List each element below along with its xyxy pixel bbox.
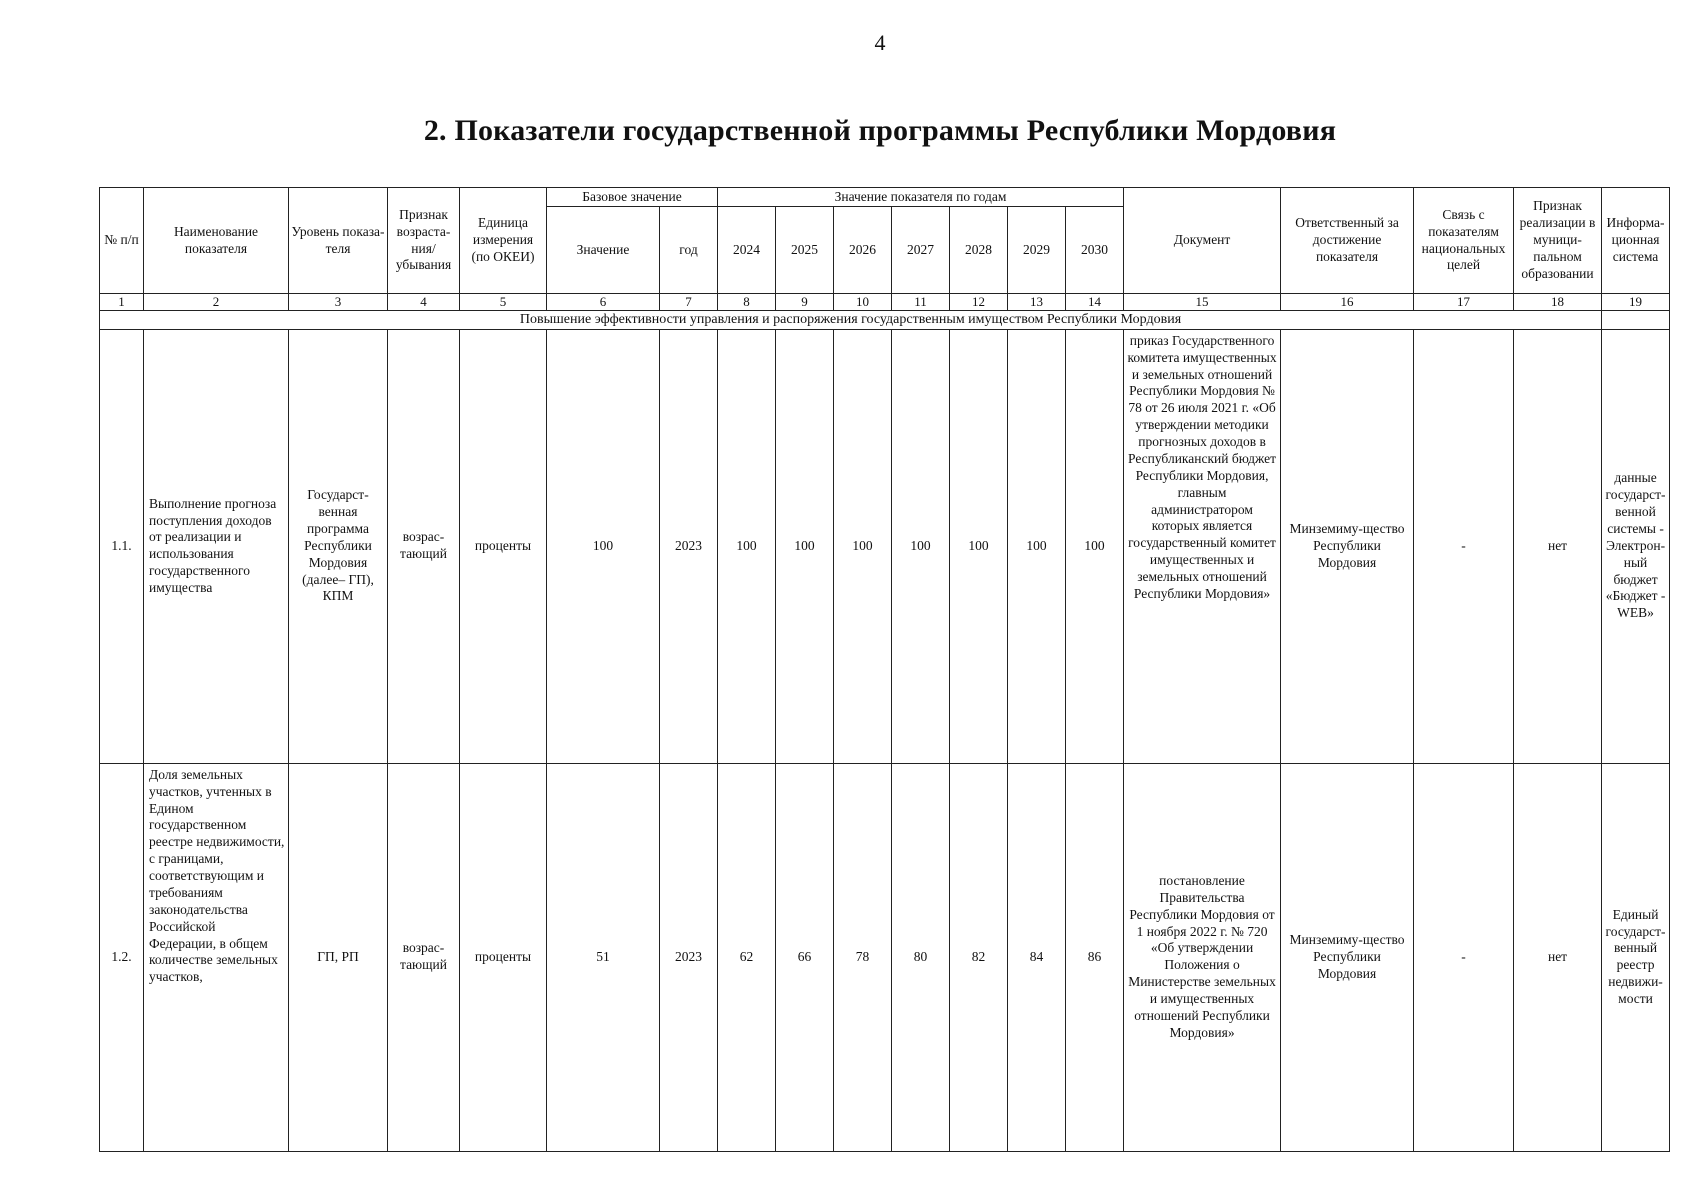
responsible-text: Минземиму-щество Республики Мордовия	[1281, 329, 1414, 763]
year-value: 78	[834, 763, 892, 1151]
national-goals-text: -	[1414, 763, 1514, 1151]
page-title: 2. Показатели государственной программы Республики Мордовия	[423, 114, 1337, 147]
column-number: 16	[1281, 294, 1414, 311]
national-goals-text: -	[1414, 329, 1514, 763]
base-year: 2023	[660, 329, 718, 763]
year-value: 100	[718, 329, 776, 763]
section-row	[100, 311, 1670, 330]
year-value: 80	[892, 763, 950, 1151]
column-number: 9	[776, 294, 834, 311]
section-empty-cell	[1602, 311, 1670, 330]
header-info-system: Информа-ционная система	[1602, 188, 1670, 294]
header-year: 2028	[950, 207, 1008, 294]
header-year: 2027	[892, 207, 950, 294]
row-number: 1.1.	[100, 329, 144, 763]
header-base-year: год	[660, 207, 718, 294]
column-number: 6	[547, 294, 660, 311]
table-row	[100, 329, 1670, 763]
indicator-unit: проценты	[460, 329, 547, 763]
indicator-unit: проценты	[460, 763, 547, 1151]
header-year: 2024	[718, 207, 776, 294]
header-municipal: Признак реализации в муници-пальном образовании	[1514, 188, 1602, 294]
indicator-level: Государст-венная программа Республики Мордовия (далее– ГП), КПМ	[289, 329, 388, 763]
year-value: 100	[950, 329, 1008, 763]
indicator-trend: возрас-тающий	[388, 329, 460, 763]
column-number: 14	[1066, 294, 1124, 311]
header-year: 2029	[1008, 207, 1066, 294]
year-value: 100	[776, 329, 834, 763]
header-year: 2026	[834, 207, 892, 294]
header-base-value: Значение	[547, 207, 660, 294]
column-number: 11	[892, 294, 950, 311]
table-row	[100, 763, 1670, 1151]
year-value: 86	[1066, 763, 1124, 1151]
column-number: 2	[144, 294, 289, 311]
header-name: Наименование показателя	[144, 188, 289, 294]
indicator-trend: возрас-тающий	[388, 763, 460, 1151]
year-value: 84	[1008, 763, 1066, 1151]
column-number-row	[100, 294, 1670, 311]
header-year: 2030	[1066, 207, 1124, 294]
responsible-text: Минземиму-щество Республики Мордовия	[1281, 763, 1414, 1151]
header-national-goals: Связь с показателям национальных целей	[1414, 188, 1514, 294]
year-value: 82	[950, 763, 1008, 1151]
year-value: 100	[1066, 329, 1124, 763]
header-level: Уровень показа-теля	[289, 188, 388, 294]
header-trend: Признак возраста-ния/ убывания	[388, 188, 460, 294]
header-unit: Единица измерения (по ОКЕИ)	[460, 188, 547, 294]
base-value: 51	[547, 763, 660, 1151]
indicator-level: ГП, РП	[289, 763, 388, 1151]
column-number: 17	[1414, 294, 1514, 311]
document-text: постановление Правительства Республики Мордовия от 1 ноября 2022 г. № 720 «Об утверждении Положения о Министерстве земельных и имущественных отношений Республики Мордовия»	[1124, 763, 1281, 1151]
municipal-text: нет	[1514, 763, 1602, 1151]
column-number: 1	[100, 294, 144, 311]
info-system-text: данные государст-венной системы - Электрон-ный бюджет «Бюджет -WEB»	[1602, 329, 1670, 763]
year-value: 66	[776, 763, 834, 1151]
header-base-group: Базовое значение	[547, 188, 718, 207]
column-number: 8	[718, 294, 776, 311]
info-system-text: Единый государст-венный реестр недвижи-мости	[1602, 763, 1670, 1151]
column-number: 5	[460, 294, 547, 311]
year-value: 100	[892, 329, 950, 763]
year-value: 100	[1008, 329, 1066, 763]
column-number: 19	[1602, 294, 1670, 311]
column-number: 18	[1514, 294, 1602, 311]
year-value: 100	[834, 329, 892, 763]
header-year: 2025	[776, 207, 834, 294]
header-no: № п/п	[100, 188, 144, 294]
base-year: 2023	[660, 763, 718, 1151]
row-number: 1.2.	[100, 763, 144, 1151]
year-value: 62	[718, 763, 776, 1151]
column-number: 15	[1124, 294, 1281, 311]
header-document: Документ	[1124, 188, 1281, 294]
column-number: 7	[660, 294, 718, 311]
indicator-name: Выполнение прогноза поступления доходов от реализации и использования государственного имущества	[144, 329, 289, 763]
header-years-group: Значение показателя по годам	[718, 188, 1124, 207]
base-value: 100	[547, 329, 660, 763]
indicators-table	[99, 187, 1670, 1152]
page-number: 4	[874, 30, 886, 55]
document-text: приказ Государственного комитета имущественных и земельных отношений Республики Мордовия № 78 от 26 июля 2021 г. «Об утверждении методики прогнозных доходов в Республиканский бюджет Республики Мордовия, главным администратором которых является государственный комитет имущественных и земельных отношений Республики Мордовия»	[1124, 329, 1281, 763]
column-number: 12	[950, 294, 1008, 311]
section-title: Повышение эффективности управления и распоряжения государственным имуществом Республики Мордовия	[100, 311, 1602, 330]
column-number: 3	[289, 294, 388, 311]
indicator-name: Доля земельных участков, учтенных в Едином государственном реестре недвижимости, с границами, соответствующим и требованиям законодательства Российской Федерации, в общем количестве земельных участков,	[144, 763, 289, 1151]
column-number: 4	[388, 294, 460, 311]
column-number: 10	[834, 294, 892, 311]
header-row-top	[100, 188, 1670, 207]
municipal-text: нет	[1514, 329, 1602, 763]
header-responsible: Ответственный за достижение показателя	[1281, 188, 1414, 294]
column-number: 13	[1008, 294, 1066, 311]
